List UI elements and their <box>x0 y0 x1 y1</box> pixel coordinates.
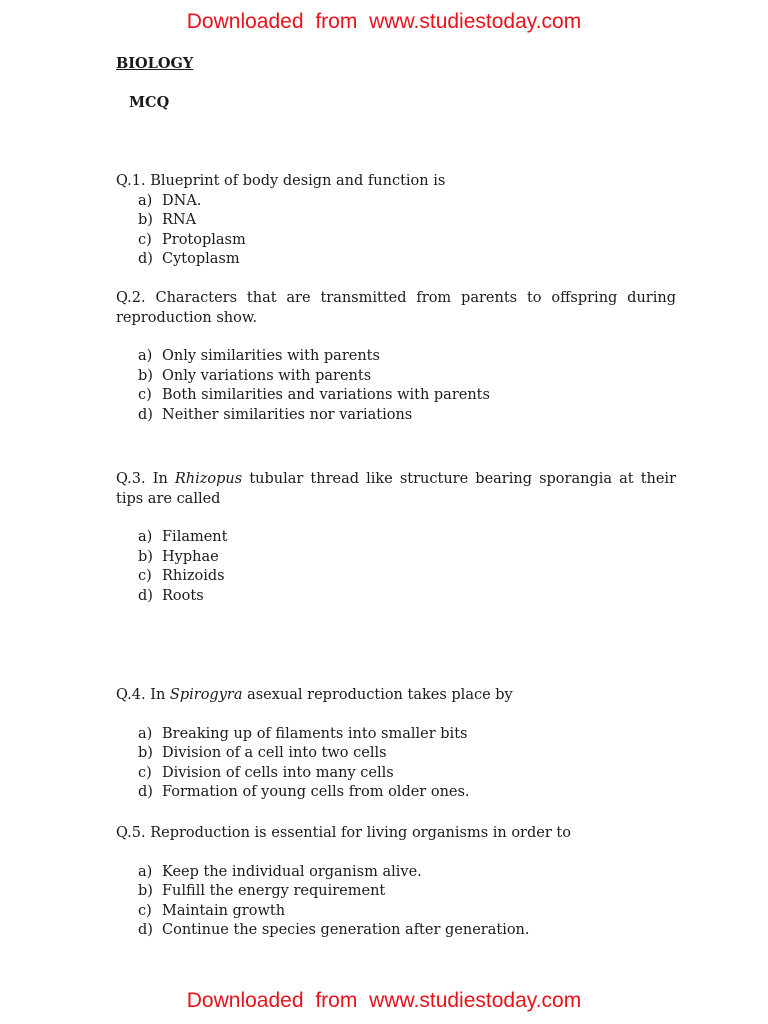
question-number: Q.3. <box>116 471 146 487</box>
species-name: Rhizopus <box>174 471 243 487</box>
question-2 <box>116 289 676 426</box>
option-text: Keep the individual organism alive. <box>162 863 422 880</box>
option-letter: a) <box>138 863 153 880</box>
option-letter: d) <box>138 784 153 801</box>
option-letter: a) <box>138 192 153 209</box>
option-text: Maintain growth <box>162 902 286 919</box>
option-text: DNA. <box>162 192 202 209</box>
species-name: Spirogyra <box>169 687 243 703</box>
subject-title: BIOLOGY <box>116 55 194 72</box>
option-item <box>116 548 676 568</box>
question-3 <box>116 470 676 607</box>
option-item <box>116 764 676 784</box>
option-text: Protoplasm <box>162 231 246 248</box>
option-text: Roots <box>162 587 204 604</box>
question-number: Q.5. <box>116 825 146 841</box>
option-text: Neither similarities nor variations <box>162 406 413 423</box>
option-item <box>116 783 676 803</box>
option-item <box>116 863 676 883</box>
option-list <box>116 528 676 606</box>
option-letter: a) <box>138 725 153 742</box>
question-number: Q.4. <box>116 687 146 703</box>
option-item <box>116 725 676 745</box>
option-letter: b) <box>138 548 153 565</box>
option-letter: d) <box>138 587 153 604</box>
option-text: Rhizoids <box>162 568 225 585</box>
option-text: Filament <box>162 529 228 546</box>
question-number: Q.2. <box>116 290 146 306</box>
option-item <box>116 211 676 231</box>
option-letter: b) <box>138 212 153 229</box>
question-text <box>116 172 676 192</box>
download-banner-top: Downloaded from www.studiestoday.com <box>186 10 582 33</box>
option-item <box>116 921 676 941</box>
question-text <box>116 470 676 509</box>
question-text-part: In <box>150 687 170 703</box>
option-text: Breaking up of filaments into smaller bits <box>162 725 468 742</box>
option-item <box>116 250 676 270</box>
option-letter: a) <box>138 529 153 546</box>
option-letter: c) <box>138 568 152 585</box>
option-letter: b) <box>138 367 153 384</box>
option-text: Continue the species generation after generation. <box>162 922 530 939</box>
option-letter: c) <box>138 902 152 919</box>
option-item <box>116 386 676 406</box>
option-text: Hyphae <box>162 548 219 565</box>
option-item <box>116 192 676 212</box>
option-list <box>116 347 676 425</box>
question-text <box>116 824 676 844</box>
question-text-part: asexual reproduction takes place by <box>242 687 513 703</box>
question-text-part: Blueprint of body design and function is <box>150 173 446 189</box>
option-letter: a) <box>138 348 153 365</box>
option-text: Only similarities with parents <box>162 348 380 365</box>
document-body <box>116 54 677 939</box>
option-item <box>116 882 676 902</box>
option-text: Cytoplasm <box>162 251 240 268</box>
option-list <box>116 192 676 270</box>
option-list <box>116 863 676 941</box>
option-text: RNA <box>162 212 197 229</box>
option-text: Division of a cell into two cells <box>162 745 387 762</box>
option-letter: d) <box>138 406 153 423</box>
question-text-part: tubular thread like structure bearing sporangia at their tips are called <box>116 471 677 507</box>
option-letter: b) <box>138 745 153 762</box>
option-text: Division of cells into many cells <box>162 764 394 781</box>
question-text-part: Reproduction is essential for living organisms in order to <box>150 825 571 841</box>
option-item <box>116 902 676 922</box>
option-letter: d) <box>138 251 153 268</box>
option-letter: c) <box>138 764 152 781</box>
option-list <box>116 725 676 803</box>
option-item <box>116 528 676 548</box>
option-item <box>116 744 676 764</box>
option-letter: b) <box>138 883 153 900</box>
option-item <box>116 587 676 607</box>
option-item <box>116 567 676 587</box>
section-title: MCQ <box>129 94 170 111</box>
option-text: Only variations with parents <box>162 367 372 384</box>
option-letter: d) <box>138 922 153 939</box>
option-text: Fulfill the energy requirement <box>162 883 386 900</box>
option-item <box>116 231 676 251</box>
option-letter: c) <box>138 387 152 404</box>
question-1 <box>116 172 676 270</box>
option-text: Both similarities and variations with parents <box>162 387 490 404</box>
download-banner-bottom: Downloaded from www.studiestoday.com <box>186 989 582 1012</box>
question-5 <box>116 824 676 941</box>
question-text <box>116 686 676 706</box>
question-4 <box>116 686 676 803</box>
option-letter: c) <box>138 231 152 248</box>
question-text <box>116 289 676 328</box>
question-number: Q.1. <box>116 173 146 189</box>
question-text-part: Characters that are transmitted from parents to offspring during reproduction show. <box>116 290 676 326</box>
option-item <box>116 367 676 387</box>
option-item <box>116 406 676 426</box>
option-text: Formation of young cells from older ones. <box>162 784 470 801</box>
option-item <box>116 347 676 367</box>
question-text-part: In <box>152 471 175 487</box>
